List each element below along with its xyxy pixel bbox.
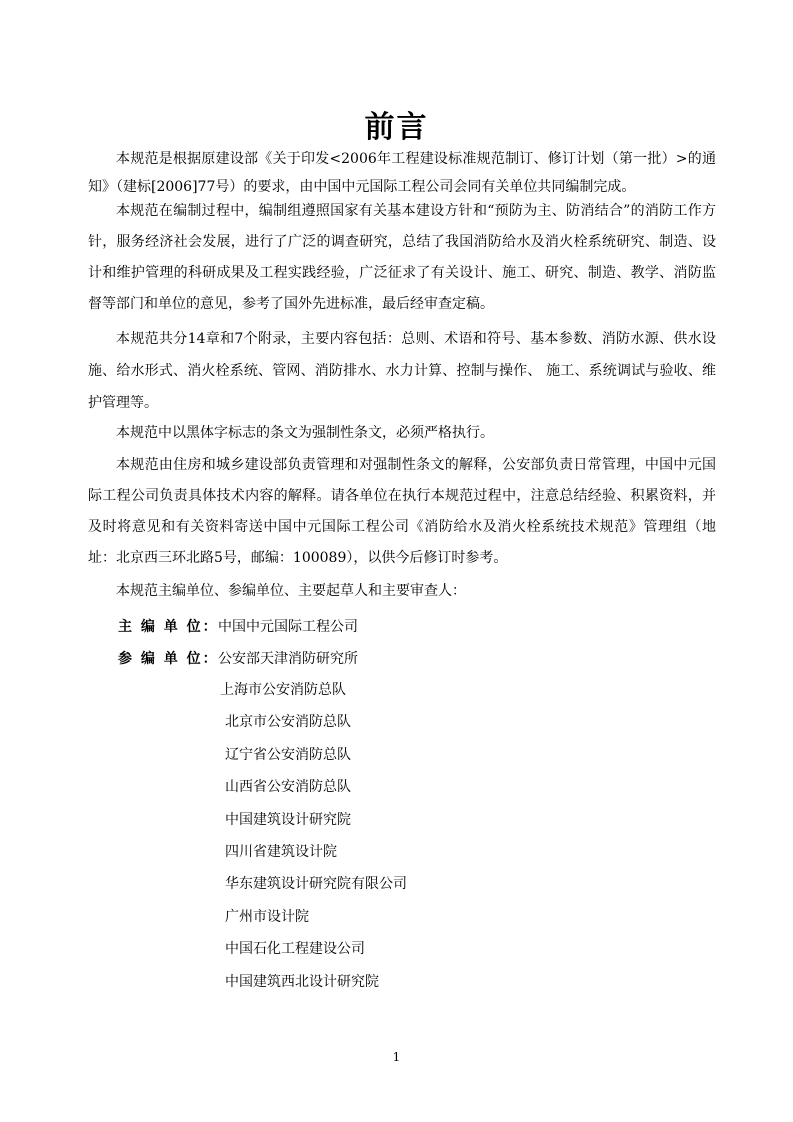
- paragraph-process: 本规范在编制过程中，编制组遵照国家有关基本建设方针和“预防为主、防消结合”的消防工作方针，服务经济社会发展，进行了广泛的调查研究，总结了我国消防给水及消火栓系统研究、制造、设计和维护管理的科研成果及工程实践经验，广泛征求了有关设计、施工、研究、制造、教学、消防监督等部门和单位的意见，参考了国外先进标准，最后经审查定稿。: [88, 203, 716, 312]
- chief-unit-row: [118, 613, 358, 641]
- participating-unit: 辽宁省公安消防总队: [225, 746, 351, 763]
- chief-unit-value: 中国中元国际工程公司: [218, 619, 358, 635]
- participating-unit: 中国建筑西北设计研究院: [225, 973, 379, 990]
- paragraph-contents: 本规范共分14章和7个附录，主要内容包括：总则、术语和符号、基本参数、消防水源、供水设施、给水形式、消火栓系统、管网、消防排水、水力计算、控制与操作、 施工、系统调试与验收、维护管理等。: [88, 331, 716, 411]
- paragraph-units-intro: 本规范主编单位、参编单位、主要起草人和主要审查人：: [116, 583, 466, 599]
- participating-unit-label: 参 编 单 位：: [118, 651, 219, 667]
- participating-unit: 中国石化工程建设公司: [225, 941, 365, 958]
- paragraph-mandatory: 本规范中以黑体字标志的条文为强制性条文，必须严格执行。: [116, 425, 494, 441]
- paragraph-basis: 本规范是根据原建设部《关于印发<2006年工程建设标准规范制订、修订计划（第一批）>的通知》（建标[2006]77号）的要求，由中国中元国际工程公司会同有关单位共同编制完成。: [88, 151, 716, 195]
- participating-unit: 山西省公安消防总队: [225, 779, 351, 796]
- participating-unit: 四川省建筑设计院: [225, 844, 337, 861]
- participating-unit: 广州市设计院: [225, 908, 309, 925]
- participating-unit-first: 公安部天津消防研究所: [218, 651, 358, 667]
- page-title: 前言: [364, 110, 429, 145]
- participating-unit: 中国建筑设计研究院: [225, 811, 351, 828]
- participating-unit: 上海市公安消防总队: [220, 682, 346, 698]
- participating-unit-row: [118, 645, 358, 673]
- participating-unit: 华东建筑设计研究院有限公司: [225, 876, 407, 893]
- participating-unit-list: [220, 674, 407, 998]
- paragraph-management: 本规范由住房和城乡建设部负责管理和对强制性条文的解释，公安部负责日常管理，中国中元国际工程公司负责具体技术内容的解释。请各单位在执行本规范过程中，注意总结经验、积累资料，并及时将意见和有关资料寄送中国中元国际工程公司《消防给水及消火栓系统技术规范》管理组（地址：北京西三环北路5号，邮编：100089），以供今后修订时参考。: [88, 457, 716, 566]
- participating-unit: 北京市公安消防总队: [225, 714, 351, 731]
- page-number: 1: [392, 1050, 401, 1064]
- chief-unit-label: 主 编 单 位：: [118, 619, 219, 635]
